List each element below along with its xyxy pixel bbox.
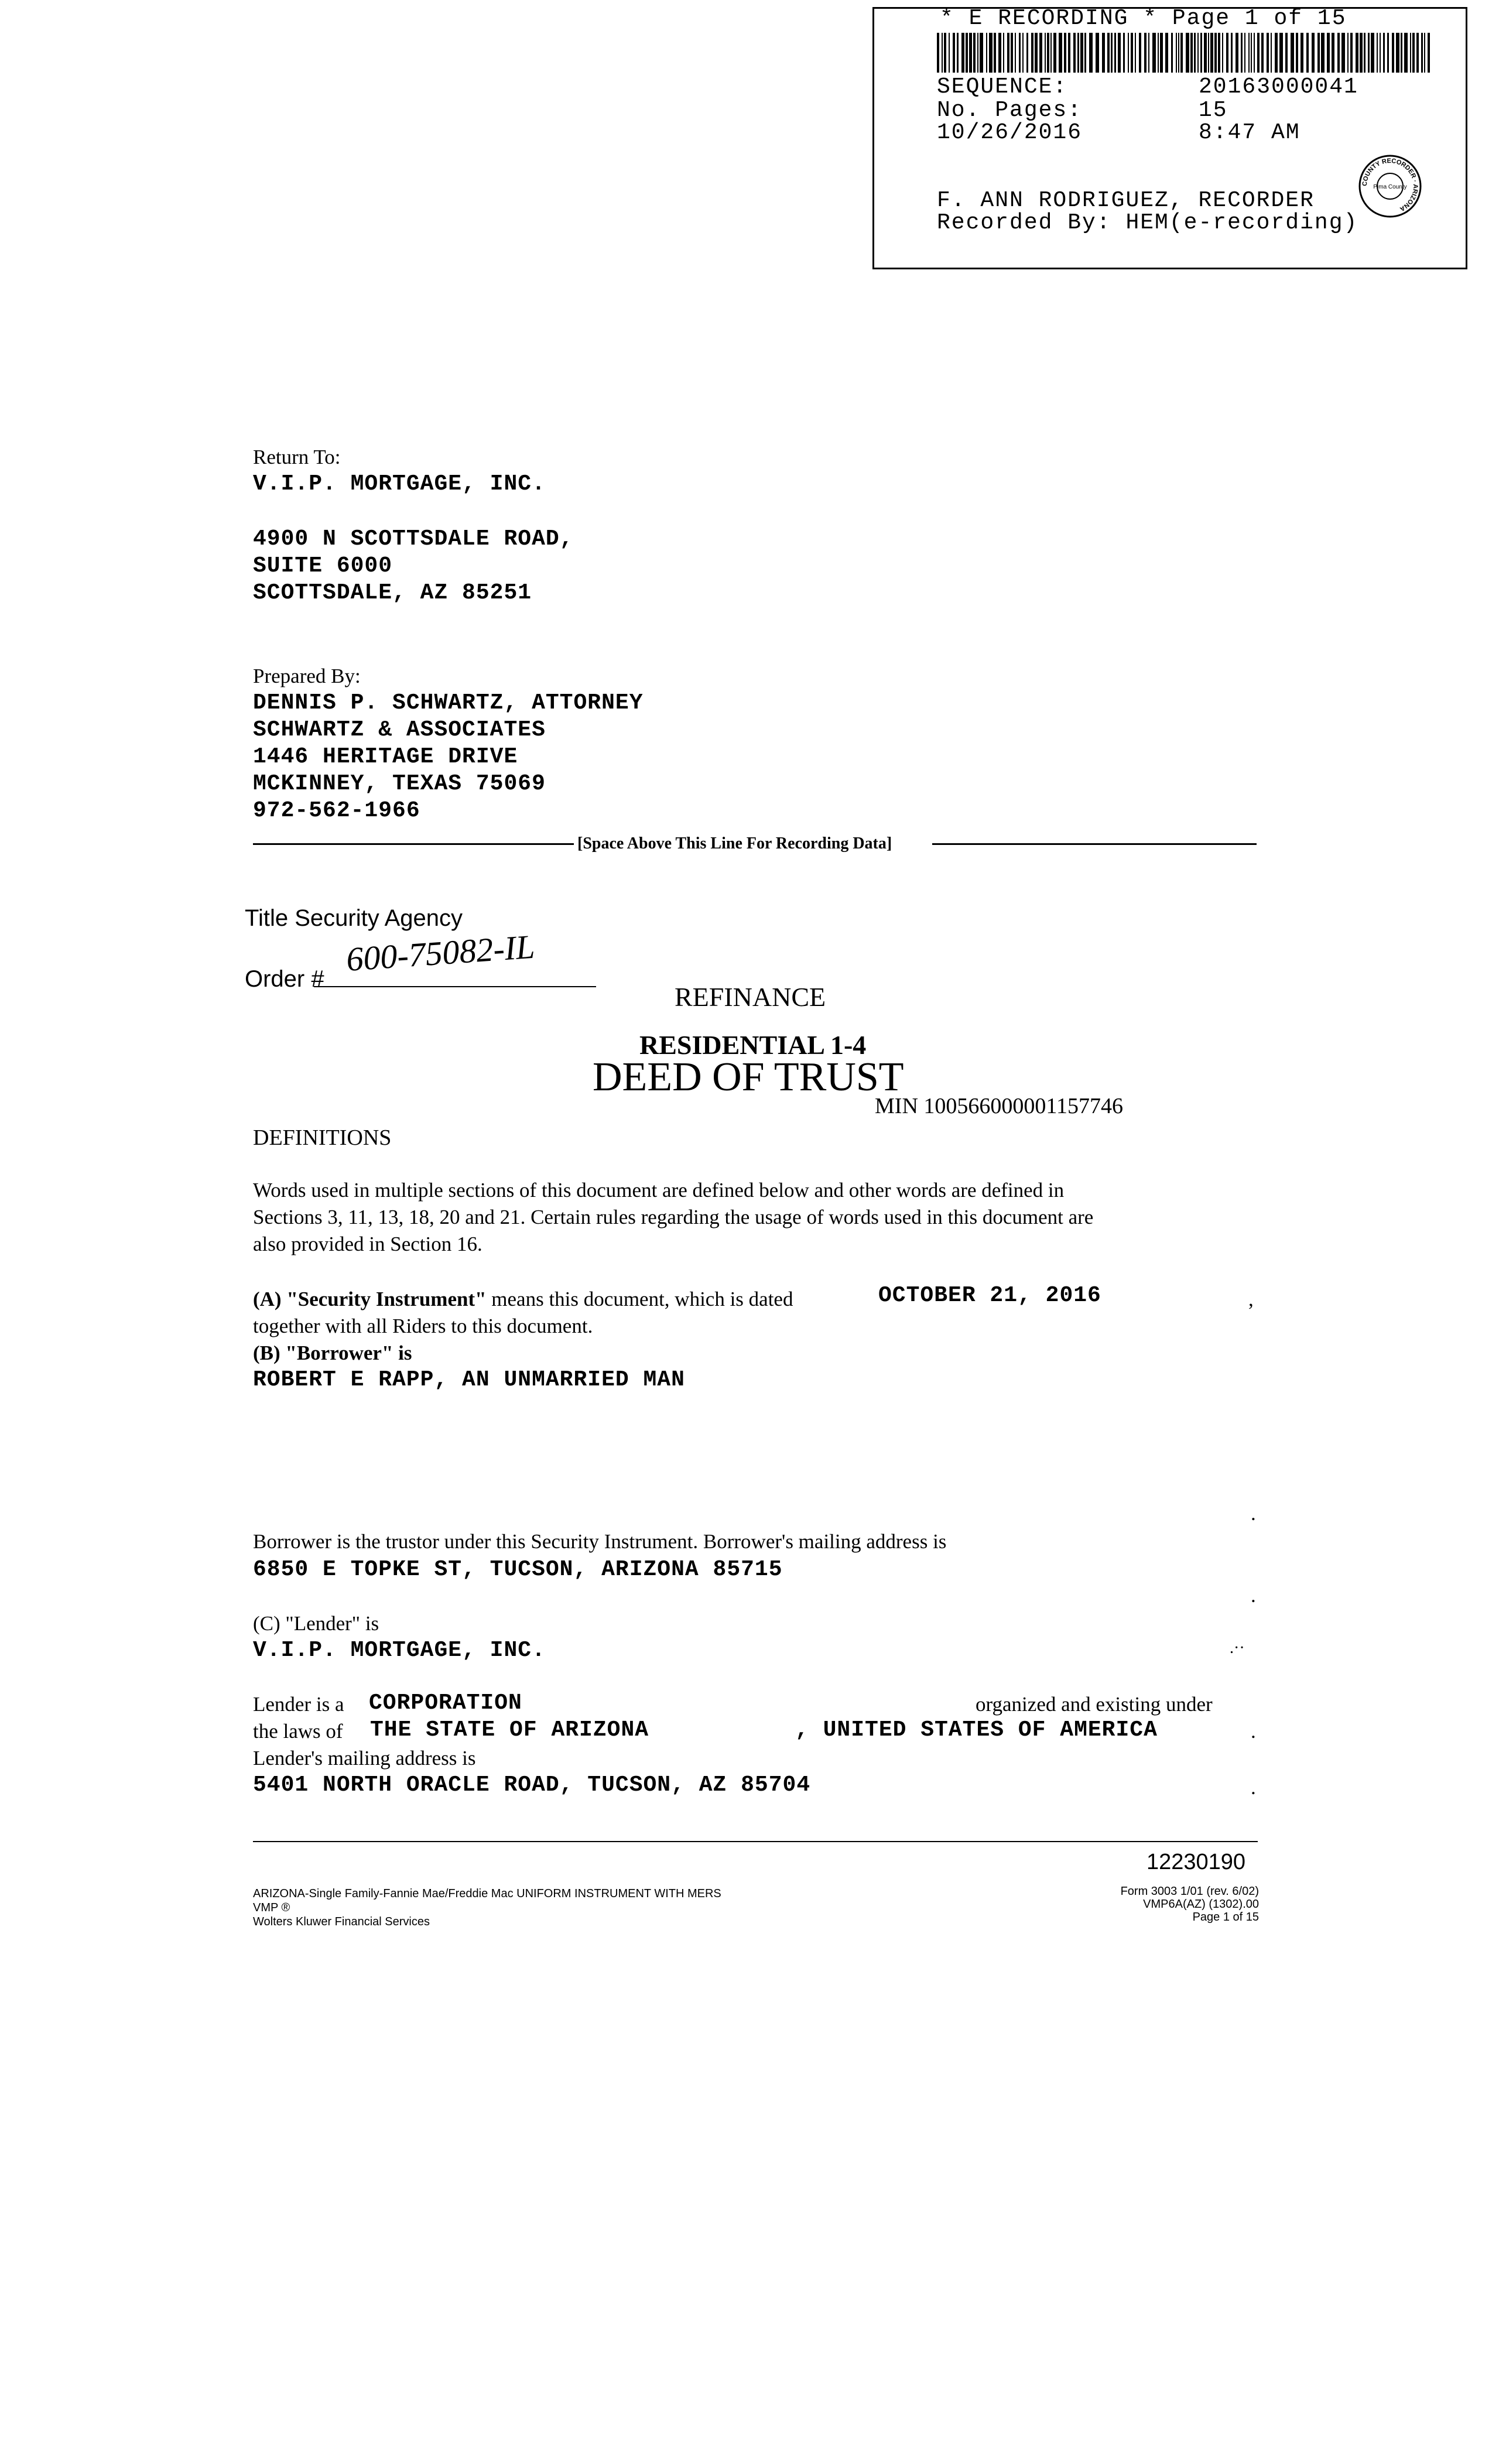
barcode-bar (1050, 33, 1052, 73)
barcode-bar (1231, 33, 1233, 73)
barcode-bar (1053, 33, 1056, 73)
barcode-bar (1197, 33, 1199, 73)
barcode-bar (1194, 33, 1196, 73)
barcode-bar (1392, 33, 1394, 73)
barcode-bar (1111, 33, 1113, 73)
space-rule-right (932, 843, 1257, 845)
return-to-address-2: SUITE 6000 (253, 553, 393, 579)
section-c-label: (C) "Lender" is (253, 1612, 379, 1635)
barcode-bar (1165, 33, 1168, 73)
recording-header: * E RECORDING * Page 1 of 15 (940, 6, 1347, 31)
mailing-dot: . (1251, 1776, 1256, 1799)
barcode-bar (1368, 33, 1370, 73)
barcode-bar (1341, 33, 1345, 73)
barcode-bar (1401, 33, 1402, 73)
barcode-bar (1312, 33, 1315, 73)
min-number: MIN 100566000001157746 (875, 1094, 1123, 1118)
prepared-by-name: DENNIS P. SCHWARTZ, ATTORNEY (253, 690, 644, 716)
barcode-image (937, 33, 1432, 73)
barcode-bar (1107, 33, 1110, 73)
barcode-bar (1428, 33, 1430, 73)
barcode-bar (1300, 33, 1303, 73)
section-a-comma: , (1248, 1288, 1254, 1310)
prepared-by-firm: SCHWARTZ & ASSOCIATES (253, 717, 546, 742)
refinance-label: REFINANCE (675, 982, 826, 1012)
county-recorder-seal (1357, 153, 1423, 219)
barcode-bar (1210, 33, 1213, 73)
barcode-bar (961, 33, 964, 73)
barcode-bar (1261, 33, 1264, 73)
barcode-bar (1285, 33, 1288, 73)
barcode-bar (1158, 33, 1159, 73)
barcode-bar (1226, 33, 1228, 73)
barcode-bar (994, 33, 996, 73)
barcode-bar (953, 33, 955, 73)
barcode-bar (1396, 33, 1399, 73)
barcode-bar (1015, 33, 1016, 73)
barcode-bar (1171, 33, 1173, 73)
barcode-bar (1200, 33, 1202, 73)
barcode-bar (1123, 33, 1125, 73)
barcode-bar (1139, 33, 1141, 73)
recorder-name: F. ANN RODRIGUEZ, RECORDER (937, 188, 1315, 213)
barcode-bar (937, 33, 939, 73)
barcode-bar (1321, 33, 1325, 73)
laws-dot: . (1251, 1720, 1256, 1743)
sequence-label: SEQUENCE: (937, 74, 1068, 100)
section-b-dot-1: . (1251, 1502, 1256, 1525)
svg-text:COUNTY RECORDER · ARIZONA: COUNTY RECORDER · ARIZONA (1361, 157, 1419, 213)
footer-rule (253, 1841, 1258, 1842)
barcode-bar (1186, 33, 1189, 73)
residential-label: RESIDENTIAL 1-4 (639, 1030, 867, 1060)
barcode-bar (957, 33, 959, 73)
barcode-bar (989, 33, 993, 73)
barcode-bar (944, 33, 946, 73)
borrower-name: ROBERT E RAPP, AN UNMARRIED MAN (253, 1367, 685, 1392)
intro-line-1: Words used in multiple sections of this document are defined below and other words are defined in (253, 1179, 1065, 1202)
intro-line-3: also provided in Section 16. (253, 1233, 482, 1255)
section-a-text (253, 1286, 793, 1313)
recorded-by: Recorded By: HEM(e-recording) (937, 210, 1358, 235)
barcode-bar (942, 33, 943, 73)
security-instrument-date: OCTOBER 21, 2016 (878, 1283, 1101, 1308)
definitions-heading: DEFINITIONS (253, 1125, 392, 1150)
barcode-bar (1306, 33, 1309, 73)
barcode-bar (1327, 33, 1330, 73)
prepared-by-label: Prepared By: (253, 665, 361, 687)
barcode-bar (1275, 33, 1278, 73)
return-to-address-3: SCOTTSDALE, AZ 85251 (253, 580, 532, 605)
return-to-address-1: 4900 N SCOTTSDALE ROAD, (253, 526, 574, 552)
barcode-bar (1383, 33, 1385, 73)
barcode-bar (1096, 33, 1099, 73)
recording-date: 10/26/2016 (937, 120, 1083, 145)
barcode-bar (1135, 33, 1136, 73)
barcode-bar (1003, 33, 1004, 73)
barcode-bar (1416, 33, 1419, 73)
prepared-by-phone: 972-562-1966 (253, 798, 420, 823)
barcode-bar (1279, 33, 1283, 73)
barcode-bar (973, 33, 976, 73)
section-a-label: (A) "Security Instrument" (253, 1288, 487, 1310)
intro-line-2: Sections 3, 11, 13, 18, 20 and 21. Certain rules regarding the usage of words used in this document are (253, 1206, 1094, 1228)
barcode-bar (1251, 33, 1252, 73)
barcode-bar (1248, 33, 1250, 73)
lender-name: V.I.P. MORTGAGE, INC. (253, 1638, 546, 1663)
barcode-bar (1178, 33, 1179, 73)
lender-country: , UNITED STATES OF AMERICA (795, 1717, 1158, 1743)
barcode-bar (1380, 33, 1381, 73)
barcode-bar (1271, 33, 1272, 73)
barcode-bar (1421, 33, 1423, 73)
return-to-label: Return To: (253, 446, 341, 468)
barcode-bar (977, 33, 978, 73)
barcode-bar (1059, 33, 1062, 73)
footer-form-title: ARIZONA-Single Family-Fannie Mae/Freddie Mac UNIFORM INSTRUMENT WITH MERS (253, 1887, 721, 1900)
barcode-bar (966, 33, 968, 73)
barcode-bar (969, 33, 972, 73)
barcode-bar (1350, 33, 1353, 73)
barcode-bar (1241, 33, 1243, 73)
pages-label: No. Pages: (937, 98, 1083, 123)
barcode-bar (1148, 33, 1149, 73)
section-c-marks: .·· (1230, 1639, 1245, 1657)
barcode-bar (1131, 33, 1133, 73)
barcode-bar (1244, 33, 1245, 73)
footer-page-number: Page 1 of 15 (1192, 1911, 1259, 1924)
barcode-bar (1007, 33, 1009, 73)
barcode-bar (1404, 33, 1408, 73)
borrower-address: 6850 E TOPKE ST, TUCSON, ARIZONA 85715 (253, 1557, 783, 1582)
barcode-bar (1102, 33, 1105, 73)
barcode-bar (1045, 33, 1046, 73)
title-agency-name: Title Security Agency (245, 905, 463, 931)
section-a-line-2: together with all Riders to this document. (253, 1315, 593, 1337)
barcode-bar (1144, 33, 1147, 73)
barcode-bar (1387, 33, 1389, 73)
barcode-bar (1267, 33, 1269, 73)
section-b-label: (B) "Borrower" is (253, 1341, 412, 1364)
barcode-bar (1152, 33, 1156, 73)
barcode-bar (1128, 33, 1129, 73)
order-label: Order # (245, 966, 324, 992)
barcode-bar (1011, 33, 1013, 73)
sequence-value: 20163000041 (1199, 74, 1358, 100)
barcode-bar (1236, 33, 1238, 73)
section-b-dot-2: . (1251, 1584, 1256, 1607)
lender-mailing-address: 5401 NORTH ORACLE ROAD, TUCSON, AZ 85704 (253, 1772, 811, 1798)
pages-value: 15 (1199, 98, 1228, 123)
barcode-bar (986, 33, 987, 73)
barcode-bar (1254, 33, 1255, 73)
barcode-bar (1031, 33, 1033, 73)
barcode-bar (1377, 33, 1378, 73)
laws-of-label: the laws of (253, 1720, 343, 1743)
barcode-bar (1214, 33, 1217, 73)
barcode-bar (1218, 33, 1220, 73)
barcode-bar (1371, 33, 1374, 73)
footer-vmp: VMP ® (253, 1901, 290, 1914)
barcode-bar (1077, 33, 1079, 73)
barcode-bar (1332, 33, 1334, 73)
barcode-bar (1035, 33, 1038, 73)
order-number-handwritten: 600-75082-IL (345, 927, 536, 979)
barcode-bar (1291, 33, 1294, 73)
barcode-bar (1337, 33, 1340, 73)
barcode-bar (1424, 33, 1425, 73)
lender-state: THE STATE OF ARIZONA (370, 1717, 649, 1743)
return-to-name: V.I.P. MORTGAGE, INC. (253, 471, 546, 497)
barcode-bar (1190, 33, 1193, 73)
barcode-bar (1204, 33, 1207, 73)
barcode-bar (1039, 33, 1042, 73)
barcode-bar (1073, 33, 1076, 73)
space-above-label: [Space Above This Line For Recording Data] (577, 834, 892, 853)
order-underline (314, 986, 596, 987)
barcode-bar (1064, 33, 1066, 73)
barcode-bar (1080, 33, 1083, 73)
document-title: DEED OF TRUST (593, 1055, 904, 1100)
barcode-bar (1257, 33, 1260, 73)
footer-publisher: Wolters Kluwer Financial Services (253, 1915, 430, 1928)
barcode-bar (1176, 33, 1177, 73)
barcode-bar (1360, 33, 1363, 73)
barcode-bar (1296, 33, 1298, 73)
barcode-bar (1026, 33, 1028, 73)
section-a-dated: means this document, which is dated (486, 1288, 793, 1310)
barcode-bar (998, 33, 1001, 73)
barcode-bar (1208, 33, 1209, 73)
barcode-bar (949, 33, 950, 73)
barcode-bar (1047, 33, 1049, 73)
borrower-trustor-text: Borrower is the trustor under this Security Instrument. Borrower's mailing address is (253, 1530, 947, 1553)
barcode-bar (1222, 33, 1223, 73)
barcode-bar (1180, 33, 1183, 73)
footer-vmp-code: VMP6A(AZ) (1302).00 (1143, 1898, 1259, 1911)
lender-entity-type: CORPORATION (369, 1690, 522, 1716)
barcode-bar (980, 33, 983, 73)
barcode-bar (1412, 33, 1415, 73)
barcode-bar (1019, 33, 1021, 73)
organized-text: organized and existing under (976, 1693, 1213, 1716)
barcode-bar (1022, 33, 1024, 73)
barcode-bar (1317, 33, 1320, 73)
lender-mailing-label: Lender's mailing address is (253, 1747, 476, 1770)
barcode-bar (1084, 33, 1086, 73)
barcode-bar (1118, 33, 1121, 73)
prepared-by-city: MCKINNEY, TEXAS 75069 (253, 771, 546, 796)
barcode-bar (1347, 33, 1349, 73)
barcode-bar (1410, 33, 1411, 73)
barcode-bar (1356, 33, 1358, 73)
space-rule-left (253, 843, 574, 845)
recording-time: 8:47 AM (1199, 120, 1300, 145)
footer-form-number: Form 3003 1/01 (rev. 6/02) (1120, 1885, 1259, 1898)
prepared-by-street: 1446 HERITAGE DRIVE (253, 744, 518, 769)
barcode-bar (1089, 33, 1093, 73)
loan-number: 12230190 (1147, 1850, 1246, 1874)
barcode-bar (1364, 33, 1365, 73)
svg-text:Pima County: Pima County (1373, 184, 1407, 190)
barcode-bar (1068, 33, 1070, 73)
barcode-bar (1160, 33, 1163, 73)
barcode-bar (1114, 33, 1116, 73)
lender-is-a-label: Lender is a (253, 1693, 344, 1716)
